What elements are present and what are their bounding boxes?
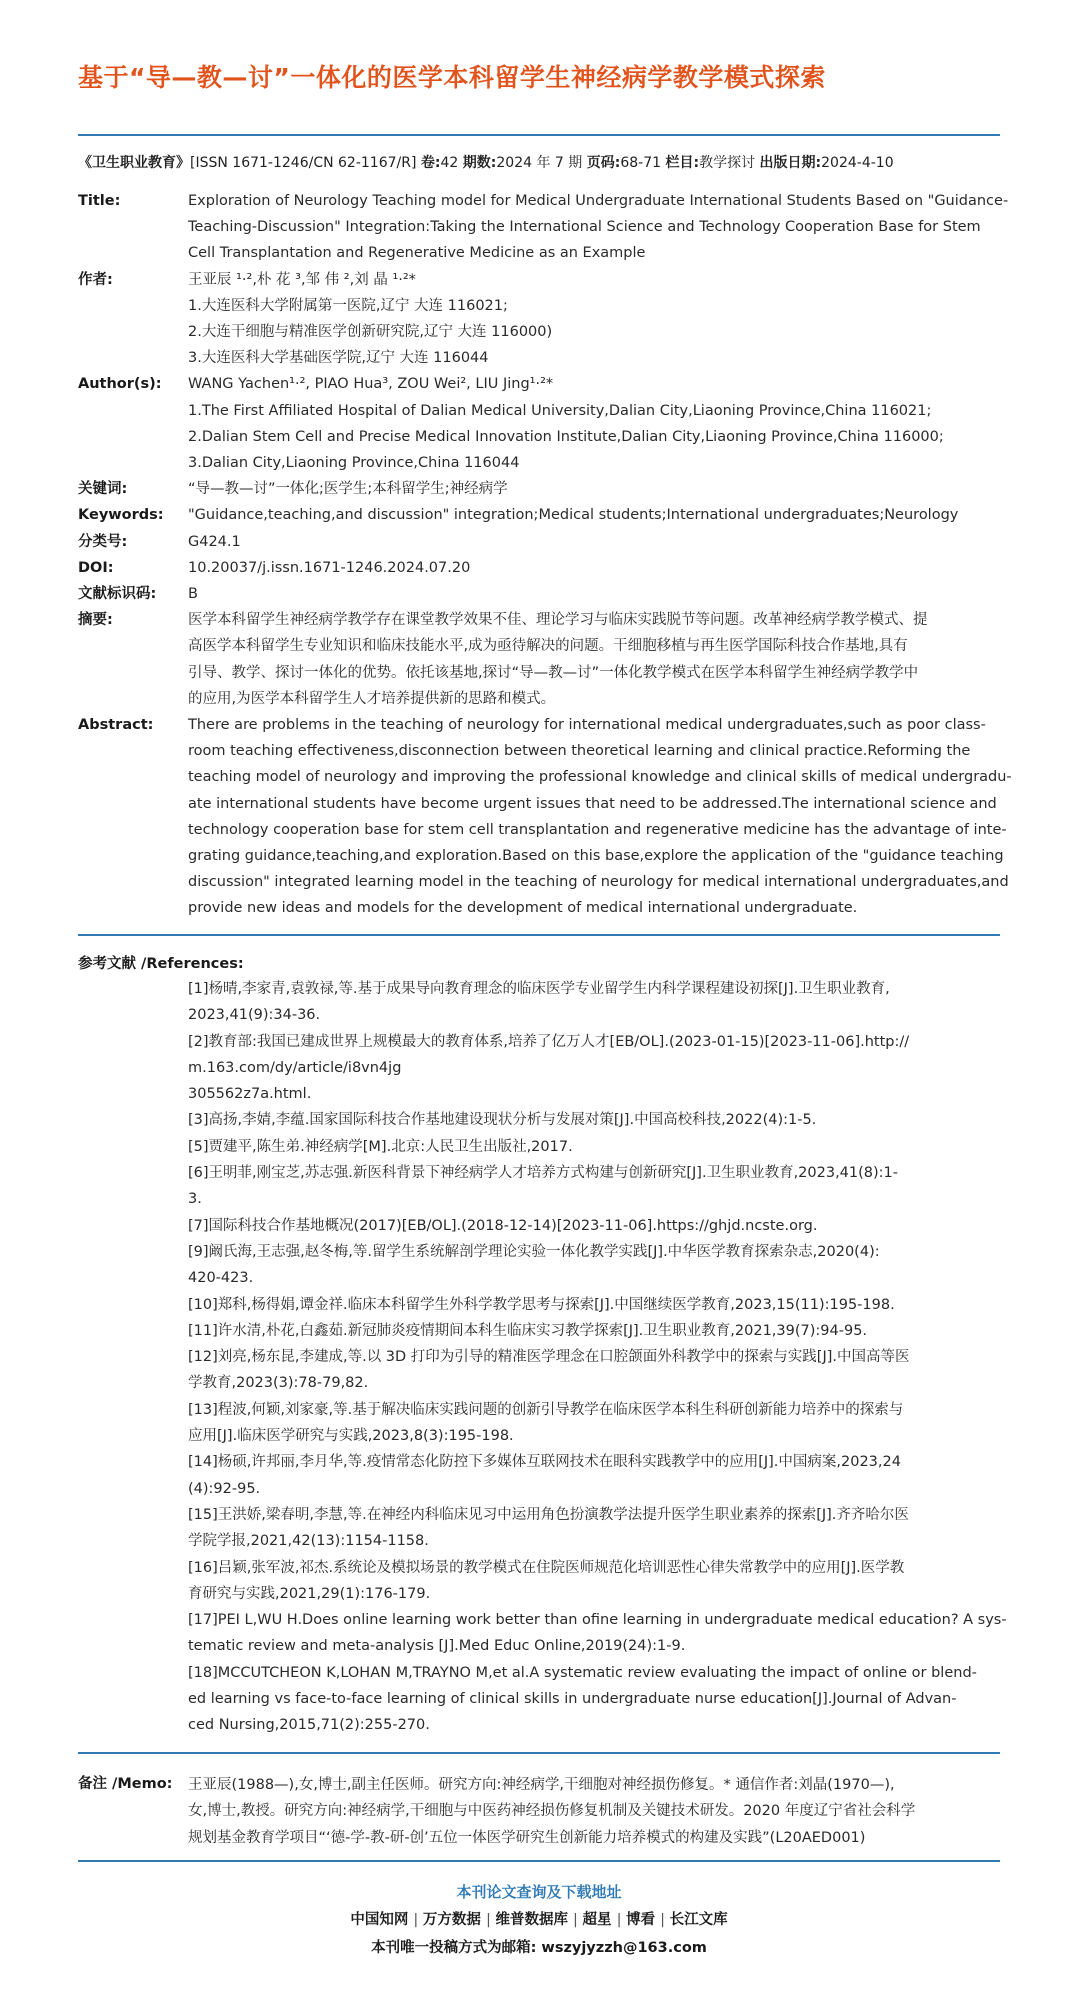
chinese-abstract-line: 的应用,为医学本科留学生人才培养提供新的思路和模式。 xyxy=(188,690,556,707)
reference-line: [14]杨硕,许邦丽,李月华,等.疫情常态化防控下多媒体互联网技术在眼科实践教学中的应用[J].中国病案,2023,24 xyxy=(188,1454,901,1471)
english-abstract-label: Abstract: xyxy=(78,717,154,734)
reference-line: [16]吕颖,张军波,祁杰.系统论及模拟场景的教学模式在住院医师规范化培训恶性心律失常教学中的应用[J].医学教 xyxy=(188,1559,905,1576)
memo-line: 王亚辰(1988—),女,博士,副主任医师。研究方向:神经病学,干细胞对神经损伤修复。* 通信作者:刘晶(1970—), xyxy=(188,1777,895,1793)
memo-line: 规划基金教育学项目“‘德-学-教-研-创’五位一体医学研究生创新能力培养模式的构建及实践”(L20AED001) xyxy=(188,1829,866,1846)
reference-line: (4):92-95. xyxy=(188,1480,261,1497)
reference-line: 育研究与实践,2021,29(1):176-179. xyxy=(188,1585,431,1602)
document-code: B xyxy=(188,586,198,603)
reference-line: 420-423. xyxy=(188,1270,254,1287)
classification-number: G424.1 xyxy=(188,533,241,550)
reference-line: m.163.com/dy/article/i8vn4jg xyxy=(188,1059,402,1076)
volume-label: 卷: xyxy=(420,155,441,171)
english-authors-row xyxy=(78,371,1003,476)
database-link[interactable]: 超星 xyxy=(582,1912,612,1928)
english-abstract-line: room teaching effectiveness,disconnection between theoretical learning and clinical practice.Reforming the xyxy=(188,743,971,760)
classification-label: 分类号: xyxy=(78,533,128,550)
chinese-authors-row xyxy=(78,267,1003,372)
chinese-abstract-line: 医学本科留学生神经病学教学存在课堂教学效果不佳、理论学习与临床实践脱节等问题。改革神经病学教学模式、提 xyxy=(188,612,928,629)
english-abstract-line: provide new ideas and models for the development of medical international undergraduate. xyxy=(188,900,858,917)
footer-heading: 本刊论文查询及下载地址 xyxy=(456,1883,622,1901)
reference-line: 3. xyxy=(188,1191,202,1208)
volume: 42 xyxy=(440,155,459,171)
reference-line: 学教育,2023(3):78-79,82. xyxy=(188,1375,369,1392)
database-link[interactable]: 万方数据 xyxy=(422,1912,481,1928)
submission-email: 本刊唯一投稿方式为邮箱: wszyjyzzh@163.com xyxy=(371,1940,707,1956)
english-author-names: WANG Yachen¹·², PIAO Hua³, ZOU Wei², LIU Jing¹·²* xyxy=(188,376,554,393)
reference-line: [12]刘亮,杨东昆,李建成,等.以 3D 打印为引导的精准医学理念在口腔颌面外科教学中的探索与实践[J].中国高等医 xyxy=(188,1349,910,1366)
english-title-line: Exploration of Neurology Teaching model for Medical Undergraduate International Students Based on "Guidance- xyxy=(188,193,1009,209)
reference-line: [3]高扬,李婧,李蕴.国家国际科技合作基地建设现状分析与发展对策[J].中国高校科技,2022(4):1-5. xyxy=(188,1112,817,1129)
pages: 68-71 xyxy=(620,155,662,171)
issue: 2024 年 7 期 xyxy=(496,155,583,171)
footer xyxy=(78,1878,1000,1962)
database-link[interactable]: 长江文库 xyxy=(669,1912,728,1928)
database-link[interactable]: 中国知网 xyxy=(350,1912,409,1928)
reference-line: [18]MCCUTCHEON K,LOHAN M,TRAYNO M,et al.A systematic review evaluating the impact of online or blend- xyxy=(188,1664,977,1681)
memo-label: 备注 /Memo: xyxy=(78,1776,173,1792)
reference-line: ed learning vs face-to-face learning of clinical skills in undergraduate nurse education[J].Journal of Advan- xyxy=(188,1691,957,1708)
publication-meta xyxy=(78,152,1008,172)
reference-line: [15]王洪娇,梁春明,李慧,等.在神经内科临床见习中运用角色扮演教学法提升医学生职业素养的探索[J].齐齐哈尔医 xyxy=(188,1506,909,1523)
english-keywords-row xyxy=(78,502,1003,528)
memo-text xyxy=(188,1772,1003,1851)
issue-label: 期数: xyxy=(462,155,497,171)
article-title: 基于“导—教—讨”一体化的医学本科留学生神经病学教学模式探索 xyxy=(78,63,826,92)
publish-date: 2024-4-10 xyxy=(821,155,894,171)
english-abstract-row xyxy=(78,712,1012,922)
chinese-keywords-row xyxy=(78,476,1003,502)
chinese-keywords: “导—教—讨”一体化;医学生;本科留学生;神经病学 xyxy=(188,481,508,498)
classification-row xyxy=(78,529,1003,555)
english-affiliation: 3.Dalian City,Liaoning Province,China 116044 xyxy=(188,455,520,472)
column-label: 栏目: xyxy=(665,155,700,171)
reference-line: [2]教育部:我国已建成世界上规模最大的教育体系,培养了亿万人才[EB/OL].(2023-01-15)[2023-11-06].http:// xyxy=(188,1033,910,1050)
footer-divider xyxy=(78,1860,1000,1862)
references-heading: 参考文献 /References: xyxy=(78,956,244,972)
reference-line: 应用[J].临床医学研究与实践,2023,8(3):195-198. xyxy=(188,1428,514,1445)
reference-line: [13]程波,何颖,刘家豪,等.基于解决临床实践问题的创新引导教学在临床医学本科生科研创新能力培养中的探索与 xyxy=(188,1401,904,1418)
reference-line: ced Nursing,2015,71(2):255-270. xyxy=(188,1717,430,1734)
english-abstract-line: ate international students have become urgent issues that need to be addressed.The international science and xyxy=(188,795,997,812)
english-abstract-line: discussion" integrated learning model in the teaching of neurology for medical international undergraduates,and xyxy=(188,874,1009,891)
chinese-abstract-row xyxy=(78,607,1003,712)
pages-label: 页码: xyxy=(586,155,621,171)
english-title-line: Cell Transplantation and Regenerative Medicine as an Example xyxy=(188,245,646,262)
journal-name: 《卫生职业教育》 xyxy=(78,155,190,171)
chinese-abstract-line: 引导、教学、探讨一体化的优势。依托该基地,探讨“导—教—讨”一体化教学模式在医学本科留学生神经病学教学中 xyxy=(188,664,919,681)
doi-value: 10.20037/j.issn.1671-1246.2024.07.20 xyxy=(188,559,471,576)
reference-line: [11]许水清,朴花,白鑫茹.新冠肺炎疫情期间本科生临床实习教学探索[J].卫生职业教育,2021,39(7):94-95. xyxy=(188,1322,868,1339)
english-abstract-line: There are problems in the teaching of neurology for international medical undergraduates,such as poor class- xyxy=(188,717,986,734)
reference-line: [10]郑科,杨得娟,谭金祥.临床本科留学生外科学教学思考与探索[J].中国继续医学教育,2023,15(11):195-198. xyxy=(188,1296,895,1313)
date-label: 出版日期: xyxy=(759,155,822,171)
chinese-affiliation: 1.大连医科大学附属第一医院,辽宁 大连 116021; xyxy=(188,297,508,314)
reference-line: 学院学报,2021,42(13):1154-1158. xyxy=(188,1533,429,1550)
reference-line: 305562z7a.html. xyxy=(188,1086,312,1103)
memo-divider xyxy=(78,1752,1000,1754)
database-link[interactable]: 博看 xyxy=(626,1912,656,1928)
references-list xyxy=(188,976,1007,1739)
issn: [ISSN 1671-1246/CN 62-1167/R] xyxy=(190,155,417,171)
doi-row xyxy=(78,555,1003,581)
english-affiliation: 1.The First Affiliated Hospital of Dalian Medical University,Dalian City,Liaoning Province,China 116021; xyxy=(188,402,932,419)
english-abstract-line: technology cooperation base for stem cell transplantation and regenerative medicine has the advantage of inte- xyxy=(188,821,1007,838)
document-code-row xyxy=(78,581,1003,607)
english-title-label: Title: xyxy=(78,193,121,209)
reference-line: [7]国际科技合作基地概况(2017)[EB/OL].(2018-12-14)[2023-11-06].https://ghjd.ncste.org. xyxy=(188,1217,818,1234)
reference-line: tematic review and meta-analysis [J].Med Educ Online,2019(24):1-9. xyxy=(188,1638,686,1655)
reference-line: 2023,41(9):34-36. xyxy=(188,1007,321,1024)
chinese-affiliation: 3.大连医科大学基础医学院,辽宁 大连 116044 xyxy=(188,350,489,367)
references-divider xyxy=(78,934,1000,936)
reference-line: [6]王明菲,刚宝芝,苏志强.新医科背景下神经病学人才培养方式构建与创新研究[J].卫生职业教育,2023,41(8):1- xyxy=(188,1165,899,1182)
english-abstract-line: teaching model of neurology and improving the professional knowledge and clinical skills of medical undergradu- xyxy=(188,769,1012,786)
chinese-abstract-line: 高医学本科留学生专业知识和临床技能水平,成为亟待解决的问题。干细胞移植与再生医学国际科技合作基地,具有 xyxy=(188,638,908,655)
reference-line: [1]杨晴,李家青,袁敦禄,等.基于成果导向教育理念的临床医学专业留学生内科学课程建设初探[J].卫生职业教育, xyxy=(188,981,890,997)
database-links: 中国知网 | 万方数据 | 维普数据库 | 超星 | 博看 | 长江文库 xyxy=(350,1912,728,1928)
database-link[interactable]: 维普数据库 xyxy=(495,1912,568,1928)
memo-line: 女,博士,教授。研究方向:神经病学,干细胞与中医药神经损伤修复机制及关键技术研发。2020 年度辽宁省社会科学 xyxy=(188,1803,916,1820)
document-code-label: 文献标识码: xyxy=(78,586,157,603)
chinese-keywords-label: 关键词: xyxy=(78,481,128,498)
english-keywords: "Guidance,teaching,and discussion" integration;Medical students;International undergraduates;Neurology xyxy=(188,507,959,524)
english-abstract-line: grating guidance,teaching,and exploration.Based on this base,explore the application of the "guidance teaching xyxy=(188,848,1004,865)
reference-line: [5]贾建平,陈生弟.神经病学[M].北京:人民卫生出版社,2017. xyxy=(188,1138,573,1155)
column: 教学探讨 xyxy=(699,155,756,171)
english-title-line: Teaching-Discussion" Integration:Taking the International Science and Technology Cooperation Base for Stem xyxy=(188,219,981,236)
reference-line: [17]PEI L,WU H.Does online learning work better than ofine learning in undergraduate medical education? A sys- xyxy=(188,1612,1007,1629)
article-fields xyxy=(78,188,1012,922)
doi-label: DOI: xyxy=(78,559,114,576)
chinese-affiliation: 2.大连干细胞与精准医学创新研究院,辽宁 大连 116000) xyxy=(188,324,553,341)
english-title-row xyxy=(78,188,1009,267)
top-divider xyxy=(78,134,1000,136)
reference-line: [9]阚氏海,王志强,赵冬梅,等.留学生系统解剖学理论实验一体化教学实践[J].中华医学教育探索杂志,2020(4): xyxy=(188,1243,880,1260)
chinese-abstract-label: 摘要: xyxy=(78,612,113,629)
english-authors-label: Author(s): xyxy=(78,376,162,393)
chinese-author-names: 王亚辰 ¹·²,朴 花 ³,邹 伟 ²,刘 晶 ¹·²* xyxy=(188,271,416,288)
english-affiliation: 2.Dalian Stem Cell and Precise Medical Innovation Institute,Dalian City,Liaoning Province,China 116000; xyxy=(188,428,944,445)
english-keywords-label: Keywords: xyxy=(78,507,164,524)
chinese-authors-label: 作者: xyxy=(78,271,113,288)
